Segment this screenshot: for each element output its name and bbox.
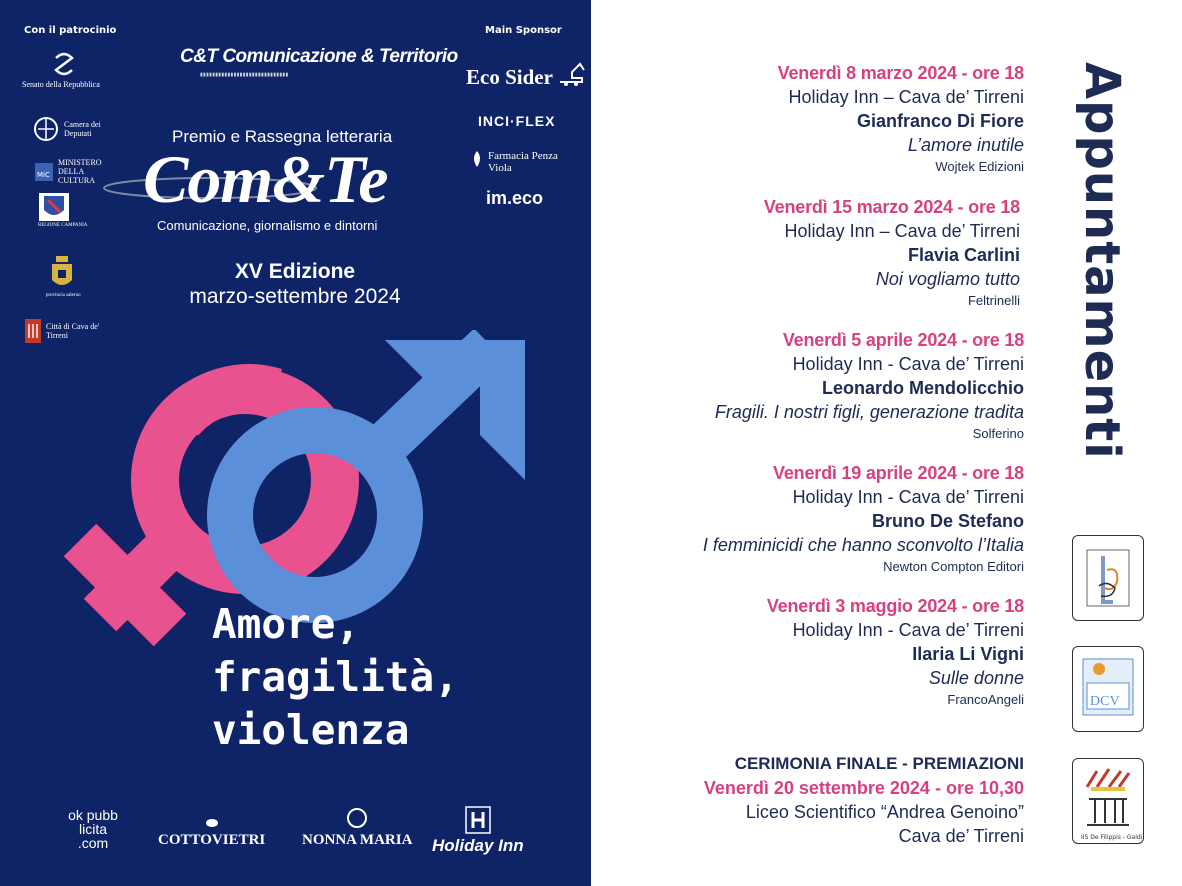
- event-author: Bruno De Stefano: [871, 511, 1024, 531]
- senato-label: Senato della Repubblica: [22, 80, 100, 89]
- event-book: Noi vogliamo tutto: [875, 269, 1020, 289]
- school-logo-2-icon: [1073, 647, 1143, 731]
- event-4: [703, 461, 1024, 577]
- dcv-text: DCV: [1090, 694, 1120, 709]
- event-venue: Holiday Inn - Cava de’ Tirreni: [792, 620, 1024, 640]
- slogan-line-2: fragilità,: [212, 653, 459, 701]
- comte-subtitle: Comunicazione, giornalismo e dintorni: [157, 218, 378, 233]
- event-venue: Holiday Inn – Cava de’ Tirreni: [788, 87, 1024, 107]
- event-publisher: Wojtek Edizioni: [935, 159, 1024, 174]
- final-ceremony: [704, 752, 1024, 848]
- event-1: [778, 61, 1024, 177]
- cava-emblem-icon: [24, 318, 42, 344]
- nonnamaria-emblem-icon: [347, 808, 367, 828]
- final-place: Liceo Scientifico “Andrea Genoino”: [745, 802, 1024, 822]
- farmacia-leaf-icon: [470, 150, 484, 168]
- excavator-icon: [558, 60, 586, 88]
- event-book: Fragili. I nostri figli, generazione tradita: [714, 402, 1024, 422]
- cottovietri-emblem-icon: [205, 818, 219, 828]
- event-book: Sulle donne: [928, 668, 1024, 688]
- nonnamaria-label: NONNA MARIA: [302, 832, 413, 848]
- regione-emblem-icon: [38, 192, 70, 222]
- ecosider-label: Eco Sider: [466, 65, 553, 89]
- provincia-label: provincia salerno: [46, 293, 81, 298]
- slogan-line-1: Amore,: [212, 600, 361, 648]
- periodo-label: marzo-settembre 2024: [189, 285, 401, 308]
- okpubblicita-label: ok pubb licita .com: [68, 807, 118, 851]
- event-2: [764, 195, 1020, 311]
- provincia-logo: [22, 256, 132, 298]
- slogan-line-3: violenza: [212, 706, 410, 754]
- regione-label: REGIONE CAMPANIA: [38, 223, 88, 228]
- okpubblicita-logo: [66, 808, 120, 850]
- event-3: [715, 328, 1024, 444]
- school-logo-1-icon: [1073, 536, 1143, 620]
- event-date: Venerdì 3 maggio 2024 - ore 18: [766, 596, 1024, 616]
- event-author: Gianfranco Di Fiore: [856, 111, 1024, 131]
- event-date: Venerdì 15 marzo 2024 - ore 18: [763, 197, 1020, 217]
- final-date: Venerdì 20 settembre 2024 - ore 10,30: [703, 778, 1024, 798]
- event-publisher: Feltrinelli: [967, 293, 1020, 308]
- farmacia-label: Farmacia Penza Viola: [488, 150, 558, 174]
- event-author: Flavia Carlini: [907, 245, 1020, 265]
- svg-text:MiC: MiC: [37, 170, 50, 179]
- comte-title: Com&Te: [143, 141, 388, 217]
- final-city: Cava de’ Tirreni: [898, 826, 1024, 846]
- event-publisher: Solferino: [972, 426, 1024, 441]
- imeco-label: im.eco: [486, 188, 544, 208]
- cava-label: Città di Cava de' Tirreni: [46, 322, 100, 340]
- school-logo-3: [1072, 758, 1144, 844]
- senato-logo: [22, 50, 132, 89]
- ecosider-logo: [466, 60, 586, 90]
- imeco-logo: [486, 188, 543, 209]
- camera-label: Camera dei Deputati: [64, 120, 101, 138]
- event-author: Leonardo Mendolicchio: [821, 378, 1024, 398]
- edizione-label: XV Edizione: [234, 260, 356, 283]
- nonnamaria-logo: [302, 808, 412, 849]
- event-publisher: Newton Compton Editori: [883, 559, 1024, 574]
- school-logo-3-icon: [1073, 759, 1143, 843]
- school-logo-1: [1072, 535, 1144, 621]
- inciflex-label: INCI·FLEX: [478, 113, 556, 129]
- cottovietri-logo: [158, 818, 265, 849]
- premio-label: Premio e Rassegna letteraria: [172, 127, 393, 146]
- event-book: I femminicidi che hanno sconvolto l’Italia: [702, 535, 1024, 555]
- main-sponsor-label: Main Sponsor: [485, 25, 562, 36]
- ministero-emblem-icon: [34, 162, 54, 182]
- cottovietri-label: COTTOVIETRI: [158, 832, 266, 848]
- senato-emblem-icon: [50, 50, 78, 78]
- ministero-label: MINISTERO DELLA CULTURA: [58, 158, 102, 185]
- camera-logo: [22, 114, 132, 144]
- camera-emblem-icon: [32, 114, 60, 144]
- slogan: [212, 598, 459, 757]
- event-date: Venerdì 8 marzo 2024 - ore 18: [777, 63, 1024, 83]
- poster-right-panel: [591, 0, 1182, 886]
- patrocinio-label: Con il patrocinio: [24, 25, 117, 36]
- event-publisher: FrancoAngeli: [947, 692, 1024, 707]
- provincia-emblem-icon: [48, 256, 76, 292]
- event-venue: Holiday Inn – Cava de’ Tirreni: [784, 221, 1020, 241]
- event-book: L’amore inutile: [907, 135, 1024, 155]
- event-venue: Holiday Inn - Cava de’ Tirreni: [792, 354, 1024, 374]
- ct-title: C&T Comunicazione & Territorio: [180, 46, 458, 67]
- holidayinn-label: Holiday Inn: [432, 836, 524, 855]
- farmacia-logo: [470, 150, 568, 174]
- final-title: CERIMONIA FINALE - PREMIAZIONI: [734, 754, 1024, 773]
- event-date: Venerdì 19 aprile 2024 - ore 18: [773, 463, 1024, 483]
- event-author: Ilaria Li Vigni: [912, 644, 1024, 664]
- event-venue: Holiday Inn - Cava de’ Tirreni: [792, 487, 1024, 507]
- vertical-title: [1070, 62, 1140, 502]
- appuntamenti-heading: Appuntamenti: [1074, 62, 1130, 460]
- ct-subtitle: ▮▮▮▮▮▮▮▮▮▮▮▮▮▮▮▮▮▮▮▮▮▮▮▮▮▮▮▮▮: [200, 72, 289, 78]
- event-5: [767, 594, 1024, 710]
- school-3-label: IIS De Filippis - Galdi: [1081, 834, 1143, 841]
- holidayinn-logo: [432, 806, 524, 856]
- event-date: Venerdì 5 aprile 2024 - ore 18: [782, 330, 1024, 350]
- inciflex-logo: [478, 113, 555, 129]
- school-logo-2: [1072, 646, 1144, 732]
- holidayinn-h-icon: [465, 806, 491, 834]
